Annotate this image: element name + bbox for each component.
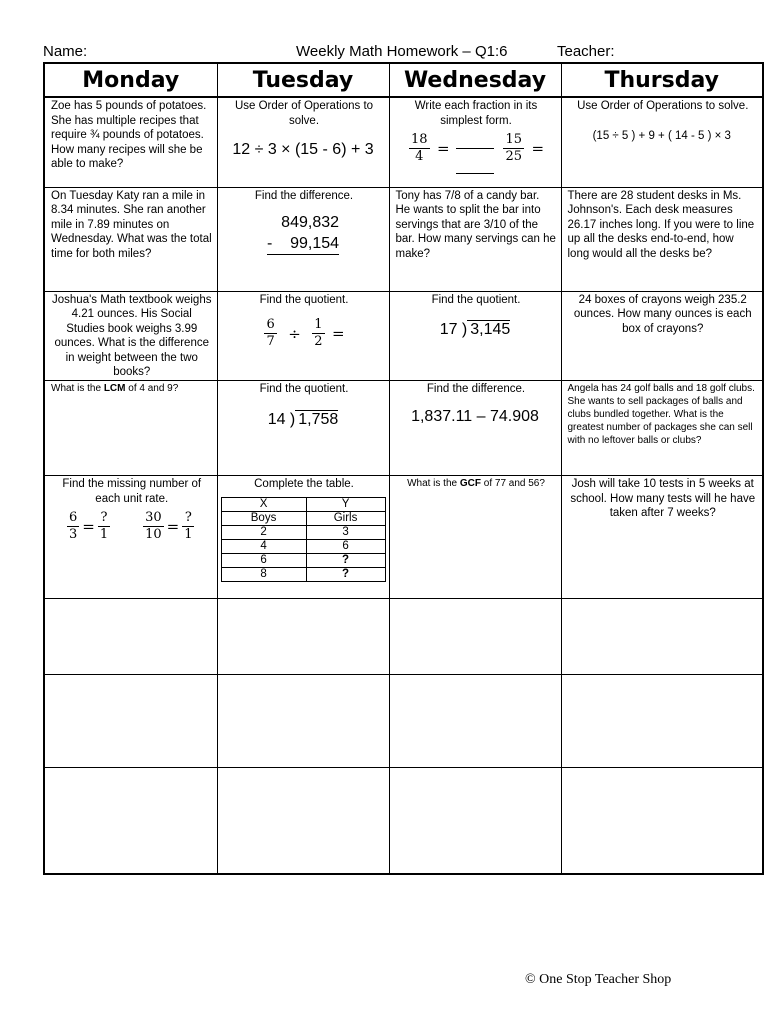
expression: (15 ÷ 5 ) + 9 + ( 14 - 5 ) × 3 — [592, 129, 731, 142]
fraction-row: $\frac{18}{4}$ = $\frac{15}{25}$ = — [390, 132, 561, 183]
cell-wed-5 — [389, 476, 561, 599]
day-monday: Monday — [44, 63, 217, 97]
ratio-table: X Y Boys Girls 2 3 4 6 6 ? 8 ? — [221, 497, 386, 582]
fraction: $\frac{30}{10}$ — [145, 510, 162, 543]
cell-thu-2 — [561, 187, 763, 291]
instruction: Find the quotient. — [259, 293, 349, 306]
cell-mon-1 — [44, 97, 217, 187]
day-wednesday: Wednesday — [389, 63, 561, 97]
empty-row — [44, 675, 763, 768]
name-label: Name: — [43, 43, 88, 60]
long-division: 14 ) 1,758 — [267, 410, 339, 428]
day-header-row — [44, 63, 763, 97]
problem-text: On Tuesday Katy ran a mile in 8.34 minutes. She ran another mile in 7.89 minutes on Wednesday. What was the total time for both miles? — [51, 189, 212, 260]
empty-row — [44, 768, 763, 874]
cell-thu-3 — [561, 291, 763, 381]
problem-text: There are 28 student desks in Ms. Johnson's. Each desk measures 26.17 inches long. If you were to line up all the desks end-to-end, how long would all the desks be? — [567, 189, 755, 260]
instruction: Complete the table. — [254, 478, 354, 491]
subtraction-problem: 849,832 - 99,154 — [267, 212, 339, 255]
problem-text: What is the GCF of 77 and 56? — [407, 478, 545, 490]
answer-blank — [456, 148, 494, 149]
fraction-division: $\frac{6}{7}$ ÷ $\frac{1}{2}$ = — [266, 317, 345, 350]
instruction: Find the quotient. — [431, 293, 521, 306]
fraction: $\frac{6}{3}$ — [69, 510, 78, 543]
instruction: Find the quotient. — [259, 383, 349, 396]
fraction: $\frac{6}{7}$ — [266, 317, 275, 350]
cell-thu-4 — [561, 381, 763, 476]
answer-blank — [456, 173, 494, 174]
fraction: $\frac{15}{25}$ — [505, 132, 522, 165]
unit-rate-equations: $\frac{6}{3}$ = $\frac{?}{1}$ $\frac{30}{10}$ = $\frac{?}{1}$ — [69, 510, 193, 543]
day-thursday: Thursday — [561, 63, 763, 97]
cell-wed-4 — [389, 381, 561, 476]
cell-tue-3 — [217, 291, 389, 381]
fraction: $\frac{?}{1}$ — [99, 510, 109, 543]
fraction: $\frac{18}{4}$ — [410, 132, 428, 165]
cell-thu-1 — [561, 97, 763, 187]
homework-table — [43, 62, 764, 875]
instruction: Find the difference. — [254, 189, 354, 202]
expression: 1,837.11 – 74.908 — [411, 407, 539, 425]
instruction: Use Order of Operations to solve. — [234, 100, 374, 127]
instruction: Use Order of Operations to solve. — [577, 100, 749, 112]
fraction: $\frac{?}{1}$ — [184, 510, 193, 543]
problem-text: What is the LCM of 4 and 9? — [51, 383, 179, 395]
teacher-label: Teacher: — [557, 43, 615, 60]
worksheet-title: Weekly Math Homework – Q1:6 — [296, 43, 508, 60]
cell-mon-2 — [44, 187, 217, 291]
expression: 12 ÷ 3 × (15 - 6) + 3 — [232, 141, 374, 159]
long-division: 17 ) 3,145 — [439, 321, 511, 339]
day-tuesday: Tuesday — [217, 63, 389, 97]
cell-tue-5 — [217, 476, 389, 599]
cell-wed-1 — [389, 97, 561, 187]
cell-tue-1 — [217, 97, 389, 187]
cell-wed-3 — [389, 291, 561, 381]
instruction: Find the difference. — [426, 383, 526, 396]
copyright: © One Stop Teacher Shop — [525, 972, 672, 987]
cell-mon-3 — [44, 291, 217, 381]
problem-text: Joshua's Math textbook weighs 4.21 ounces. His Social Studies book weighs 3.99 ounces. What is the difference in weight between the two books? — [52, 293, 212, 379]
problem-text: Zoe has 5 pounds of potatoes. She has multiple recipes that require ¾ pounds of potatoes. How many recipes will she be able to make? — [51, 100, 207, 171]
cell-wed-2 — [389, 187, 561, 291]
empty-row — [44, 599, 763, 675]
cell-tue-4 — [217, 381, 389, 476]
fraction: $\frac{1}{2}$ — [314, 317, 323, 350]
instruction: Find the missing number of each unit rate. — [62, 478, 202, 505]
problem-text: Angela has 24 golf balls and 18 golf clubs. She wants to sell packages of balls and clubs bundled together. What is the greatest number of packages she can sell with no leftover balls or clubs? — [567, 383, 755, 447]
instruction: Write each fraction in its simplest form. — [414, 100, 538, 127]
cell-mon-5 — [44, 476, 217, 599]
cell-mon-4 — [44, 381, 217, 476]
problem-text: Tony has 7/8 of a candy bar. He wants to split the bar into servings that are 3/10 of the bar. How many servings can he make? — [395, 189, 556, 260]
cell-thu-5 — [561, 476, 763, 599]
problem-text: Josh will take 10 tests in 5 weeks at school. How many tests will he have taken after 7 weeks? — [570, 478, 756, 520]
problem-text: 24 boxes of crayons weigh 235.2 ounces. How many ounces is each box of crayons? — [573, 293, 752, 335]
cell-tue-2 — [217, 187, 389, 291]
